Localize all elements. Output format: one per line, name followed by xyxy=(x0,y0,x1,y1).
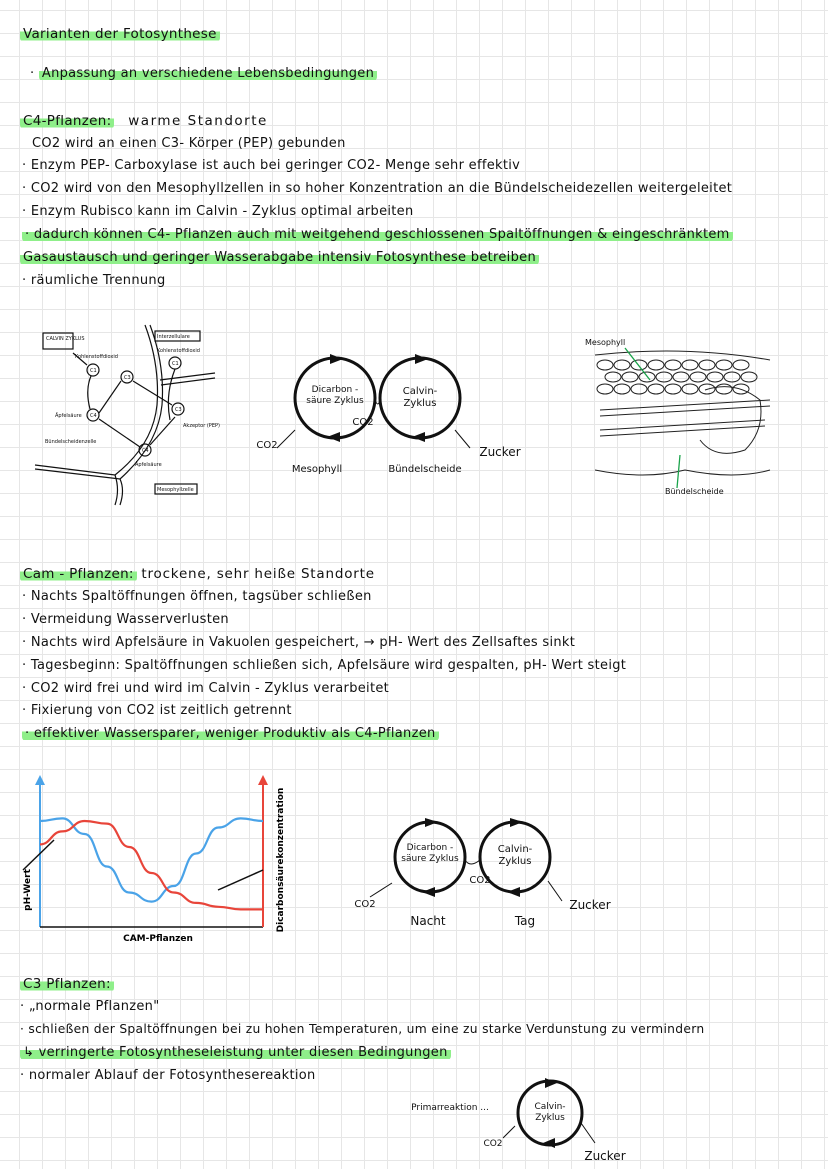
cam-line: · CO2 wird frei und wird im Calvin - Zyklus verarbeitet xyxy=(22,681,390,696)
leaf-cross-section-image xyxy=(585,340,780,500)
cell-shape xyxy=(665,360,681,370)
arrow-up-icon xyxy=(258,775,268,785)
zucker-label: Zucker xyxy=(479,445,521,459)
co2-label: CO2 xyxy=(483,1139,503,1149)
series-line-dicarbonsaeure xyxy=(40,821,263,909)
arrow-icon xyxy=(330,354,343,364)
cell-shape xyxy=(733,360,749,370)
intro-text: Anpassung an verschiedene Lebensbedingungen xyxy=(39,66,377,81)
akzeptor-label: Akzeptor (PEP) xyxy=(183,423,220,429)
arrow-icon xyxy=(425,818,438,827)
cam-line-highlight: · effektiver Wassersparer, weniger Produktiv als C4-Pflanzen xyxy=(22,726,439,741)
c3-line: · normaler Ablauf der Fotosynthesereaktion xyxy=(20,1068,316,1083)
cell-shape xyxy=(673,372,689,382)
calvin-label: Calvin- Zyklus xyxy=(534,1102,566,1123)
c4-line xyxy=(22,227,733,242)
arrow-icon xyxy=(545,1078,557,1088)
cell-shape xyxy=(622,372,638,382)
c4-label: C4 xyxy=(142,448,149,454)
cell-shape xyxy=(690,372,706,382)
co2-in-label: CO2 xyxy=(256,440,278,451)
primarreaktion-label: Primarreaktion ... xyxy=(411,1103,489,1113)
cell-shape xyxy=(605,372,621,382)
c4-line-highlight: Gasaustausch und geringer Wasserabgabe intensiv Fotosynthese betreiben xyxy=(20,250,539,265)
cam-line: · Nachts Spaltöffnungen öffnen, tagsüber schließen xyxy=(22,589,372,604)
nacht-label: Nacht xyxy=(410,914,446,928)
cam-line: · Tagesbeginn: Spaltöffnungen schließen sich, Apfelsäure wird gespalten, pH- Wert steigt xyxy=(22,658,627,673)
c4-line xyxy=(20,250,539,265)
c4-cell-diagram xyxy=(35,325,230,505)
x-axis-label: CAM-Pflanzen xyxy=(123,934,193,944)
cell-shape xyxy=(597,384,613,394)
c3-line: · schließen der Spaltöffnungen bei zu hohen Temperaturen, um eine zu starke Verdunstung zu vermindern xyxy=(20,1022,705,1036)
mesophyll-leaf-label: Mesophyll xyxy=(585,338,626,347)
cam-heading-text: Cam - Pflanzen: xyxy=(20,566,137,582)
c1-label: C1 xyxy=(90,368,97,374)
cell-shape xyxy=(614,360,630,370)
calvin-box-label: CALVIN ZYKLUS xyxy=(46,336,85,342)
c4-line: CO2 wird an einen C3- Körper (PEP) gebunden xyxy=(32,136,346,151)
c4-line: · räumliche Trennung xyxy=(22,273,166,288)
co2-in-label: CO2 xyxy=(354,899,376,910)
cell-shape xyxy=(631,384,647,394)
cell-shape xyxy=(741,372,757,382)
arrow-icon xyxy=(412,432,425,442)
cam-subheading: trockene, sehr heiße Standorte xyxy=(141,566,375,582)
cell-shape xyxy=(716,384,732,394)
c3-heading xyxy=(20,976,114,992)
c3-line-highlight: ↳ verringerte Fotosyntheseleistung unter diesen Bedingungen xyxy=(20,1045,451,1060)
cam-cycle-diagram xyxy=(350,815,630,935)
arrow-icon xyxy=(415,354,428,364)
c4-cycle-diagram xyxy=(255,350,535,480)
mesophyll-label: Mesophyll xyxy=(291,464,343,475)
c3-label: C3 xyxy=(175,407,182,413)
zucker-label: Zucker xyxy=(584,1149,626,1163)
cell-shape xyxy=(656,372,672,382)
c4-line-highlight: · dadurch können C4- Pflanzen auch mit weitgehend geschlossenen Spaltöffnungen & eingeschränktem xyxy=(22,227,733,242)
buendelscheide-label: Bündelscheide xyxy=(388,464,462,475)
calvin-label: Calvin- Zyklus xyxy=(402,386,438,409)
cam-line: · Nachts wird Apfelsäure in Vakuolen gespeichert, → pH- Wert des Zellsaftes sinkt xyxy=(22,635,576,650)
c4-heading xyxy=(20,113,268,129)
c4-line: · CO2 wird von den Mesophyllzellen in so hoher Konzentration an die Bündelscheidezellen weitergeleitet xyxy=(22,181,733,196)
cam-line: · Vermeidung Wasserverlusten xyxy=(22,612,229,627)
cell-shape xyxy=(597,360,613,370)
co2-mid-label: CO2 xyxy=(469,875,491,886)
co2-left-label: Kohlenstoffdioxid xyxy=(75,354,118,360)
co2-mid-label: CO2 xyxy=(352,417,374,428)
c1-label: C1 xyxy=(172,361,179,367)
cell-shape xyxy=(648,384,664,394)
buendel-label: Bündelscheidenzelle xyxy=(45,439,97,445)
c4-line: · Enzym Rubisco kann im Calvin - Zyklus optimal arbeiten xyxy=(22,204,414,219)
y-axis-label: pH-Wert xyxy=(23,869,33,911)
apfel-left-label: Äpfelsäure xyxy=(55,413,82,419)
arrow-icon xyxy=(510,818,523,827)
cam-heading xyxy=(20,566,375,582)
arrow-icon xyxy=(422,887,435,897)
c4-label: C4 xyxy=(90,413,97,419)
cell-shape xyxy=(707,372,723,382)
arrow-icon xyxy=(507,887,520,897)
c3-line xyxy=(20,1045,451,1060)
meso-label: Mesophyllzelle xyxy=(157,487,194,493)
interzellular-label: Interzellulare xyxy=(157,334,190,340)
cell-shape xyxy=(648,360,664,370)
cell-shape xyxy=(682,384,698,394)
y2-axis-label: Dicarbonsäurekonzentration xyxy=(276,787,286,933)
page-title xyxy=(20,26,220,42)
page-title-text: Varianten der Fotosynthese xyxy=(20,26,220,42)
zucker-label: Zucker xyxy=(569,898,611,912)
c3-line: · „normale Pflanzen" xyxy=(20,999,160,1014)
dicarbon-label: Dicarbon - säure Zyklus xyxy=(306,385,364,406)
cam-line: · Fixierung von CO2 ist zeitlich getrennt xyxy=(22,703,292,718)
series-line-ph xyxy=(40,818,263,901)
buendelscheide-leaf-label: Bündelscheide xyxy=(665,487,724,496)
c3-heading-text: C3 Pflanzen: xyxy=(20,976,114,992)
c3-label: C3 xyxy=(124,375,131,381)
intro-line: · Anpassung an verschiedene Lebensbedingungen xyxy=(30,66,377,81)
cell-shape xyxy=(614,384,630,394)
arrow-up-icon xyxy=(35,775,45,785)
cell-shape xyxy=(724,372,740,382)
c4-heading-text: C4-Pflanzen: xyxy=(20,113,114,129)
dicarbon-label: Dicarbon - säure Zyklus xyxy=(401,843,459,864)
c4-line: · Enzym PEP- Carboxylase ist auch bei geringer CO2- Menge sehr effektiv xyxy=(22,158,521,173)
cell-shape xyxy=(665,384,681,394)
arrow-icon xyxy=(543,1138,555,1148)
co2-right-label: Kohlenstoffdioxid xyxy=(157,348,200,354)
tag-label: Tag xyxy=(514,914,536,928)
arrow-icon xyxy=(327,432,340,442)
cell-shape xyxy=(716,360,732,370)
calvin-label: Calvin- Zyklus xyxy=(497,844,533,867)
apfel-bottom-label: Äpfelsäure xyxy=(135,462,162,468)
cam-chart xyxy=(18,775,288,950)
c4-subheading: warme Standorte xyxy=(128,113,268,129)
cam-line xyxy=(22,726,439,741)
cell-shape xyxy=(682,360,698,370)
cell-shape xyxy=(699,360,715,370)
